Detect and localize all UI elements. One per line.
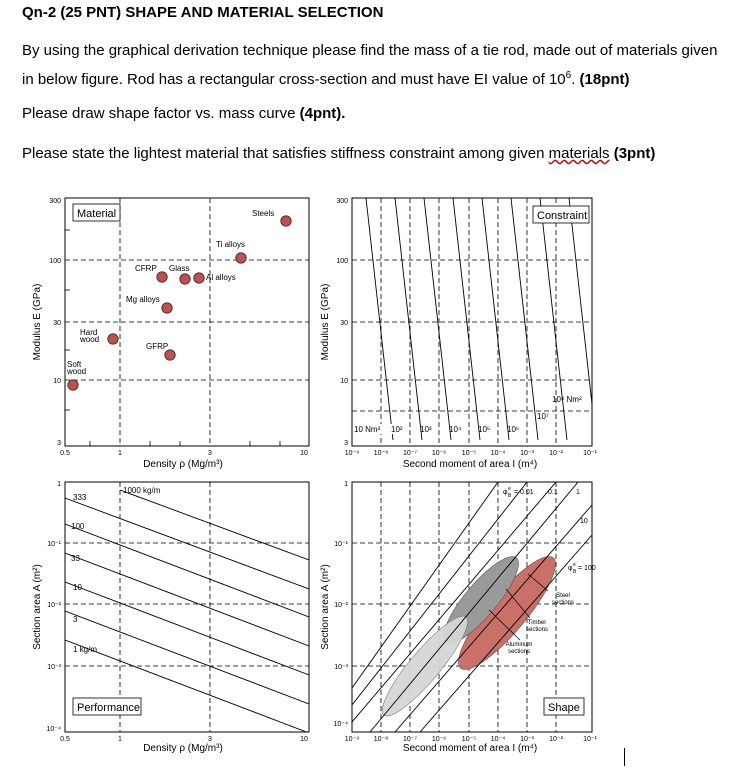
shape-ytick-1: 1 [344, 481, 348, 488]
ei-label-1e5: 10⁵ [478, 425, 491, 434]
marker-gfrp [165, 350, 175, 360]
question-title: Qn-2 (25 PNT) SHAPE AND MATERIAL SELECTION [22, 4, 384, 21]
phi-100: = 100 [578, 565, 596, 572]
marker-mg-alloys [162, 303, 172, 313]
performance-ylabel: Section area A (m²) [32, 564, 43, 650]
mass-label-33: 33 [71, 554, 80, 563]
marker-cfrp [157, 272, 167, 282]
label-hard: Hard [80, 328, 98, 337]
constraint-xlabel: Second moment of area I (m⁴) [402, 459, 538, 470]
shape-box-label: Shape [548, 702, 580, 714]
con-xtick-1e-4: 10⁻⁴ [490, 450, 506, 457]
performance-frame [65, 482, 309, 732]
label-soft-wood: wood [67, 367, 87, 376]
shape-ytick-1e-1: 10⁻¹ [334, 541, 348, 548]
material-yticks [49, 198, 61, 447]
con-xtick-1e-9: 10⁻⁹ [344, 450, 360, 457]
constraint-line-labels [353, 395, 582, 434]
shape-xtick-1e-1: 10⁻¹ [583, 736, 597, 743]
perf-xtick-1: 1 [118, 736, 122, 743]
constraint-ylabel: Modulus E (GPa) [320, 283, 331, 361]
performance-xticks [60, 736, 308, 743]
mass-label-3: 3 [73, 615, 78, 624]
marker-al-alloys [194, 273, 204, 283]
label-al-alloys: Al alloys [206, 273, 236, 282]
paragraph-3-materials: materials [548, 145, 610, 162]
shape-panel [320, 481, 598, 754]
paragraph-1-points: (18pnt) [579, 71, 630, 88]
phi-1: 1 [576, 489, 580, 496]
paragraph-2-text: Please draw shape factor vs. mass curve [22, 105, 300, 122]
con-ytick-300: 300 [336, 198, 348, 205]
text-cursor [624, 748, 625, 766]
aluminum-label-2: sections [507, 649, 531, 655]
paragraph-1-text: By using the graphical derivation technique please find the mass of a tie rod, made out of materials given in below figure. Rod has a rectangular cross-section and must have EI value of 10 [22, 42, 718, 88]
marker-glass [180, 274, 190, 284]
marker-soft-wood [68, 380, 78, 390]
constraint-gridlines [352, 198, 592, 446]
mat-xtick-1: 1 [118, 450, 122, 457]
con-xtick-1e-1: 10⁻¹ [583, 450, 597, 457]
mass-label-333: 333 [73, 493, 87, 502]
label-steels: Steels [252, 209, 275, 218]
mat-ytick-3: 3 [57, 440, 61, 447]
performance-panel [32, 481, 309, 754]
mass-label-1: 1 kg/m [73, 645, 98, 654]
label-soft: Soft [67, 360, 82, 369]
phi-symbol-2: φ [568, 565, 573, 572]
con-ytick-30: 30 [340, 320, 348, 327]
ei-label-1e7: 10⁷ [537, 412, 549, 421]
ei-label-1e4: 10⁴ [449, 425, 462, 434]
phi-0.1: 0.1 [548, 489, 558, 496]
shape-ytick-1e-4: 10⁻⁴ [333, 721, 348, 728]
material-ylabel: Modulus E (GPa) [32, 283, 43, 361]
performance-box-label: Performance [77, 702, 140, 714]
perf-ytick-1: 1 [57, 481, 61, 488]
shape-xtick-1e-9: 10⁻⁹ [344, 736, 360, 743]
performance-yticks [47, 481, 62, 733]
shape-ytick-1e-3: 10⁻³ [334, 664, 348, 671]
phi-sup-2: e [573, 562, 576, 568]
con-ytick-3: 3 [344, 440, 348, 447]
mat-xtick-3: 3 [208, 450, 212, 457]
paragraph-1-exponent: 6 [565, 70, 572, 81]
phi-10: 10 [580, 518, 588, 525]
perf-ytick-1e-1: 10⁻¹ [47, 541, 61, 548]
mat-ytick-10: 10 [53, 378, 61, 385]
con-xtick-1e-8: 10⁻⁸ [373, 450, 389, 457]
marker-hard-wood [108, 334, 118, 344]
con-xtick-1e-6: 10⁻⁶ [431, 450, 447, 457]
label-hard-wood: wood [80, 335, 100, 344]
material-markers [68, 216, 291, 390]
paragraph-3-text: Please state the lightest material that satisfies stiffness constraint among given [22, 145, 549, 162]
perf-xtick-10: 10 [300, 736, 308, 743]
phi-sub: B [508, 493, 512, 499]
mat-ytick-30: 30 [53, 320, 61, 327]
ei-label-1e3: 10³ [420, 425, 432, 434]
shape-xtick-1e-8: 10⁻⁸ [373, 736, 389, 743]
mass-label-1000: 1000 kg/m [123, 486, 161, 495]
material-xlabel: Density ρ (Mg/m³) [143, 459, 223, 470]
perf-ytick-1e-3: 10⁻³ [47, 664, 61, 671]
shape-xtick-1e-4: 10⁻⁴ [490, 736, 506, 743]
performance-line-labels [71, 486, 161, 654]
shape-xtick-1e-7: 10⁻⁷ [402, 736, 418, 743]
con-xtick-1e-5: 10⁻⁵ [461, 450, 477, 457]
ei-label-10: 10 Nm² [354, 425, 381, 434]
material-box-label: Material [77, 208, 117, 220]
material-xticks [60, 450, 308, 457]
mat-xtick-0.5: 0.5 [60, 450, 70, 457]
shape-xtick-1e-5: 10⁻⁵ [461, 736, 477, 743]
shape-xtick-1e-2: 10⁻² [549, 736, 563, 743]
shape-xtick-1e-3: 10⁻³ [520, 736, 534, 743]
steel-label-2: sections [551, 600, 575, 606]
shape-ytick-1e-2: 10⁻² [334, 602, 348, 609]
label-ti-alloys: Ti alloys [216, 240, 246, 249]
con-ytick-100: 100 [336, 258, 348, 265]
shape-ylabel: Section area A (m²) [320, 564, 331, 650]
mass-label-10: 10 [73, 583, 82, 592]
shape-xticks [345, 736, 598, 743]
constraint-panel [320, 198, 598, 470]
mat-ytick-300: 300 [49, 198, 61, 205]
label-glass: Glass [169, 264, 190, 273]
perf-ytick-1e-4: 10⁻⁴ [46, 726, 61, 733]
performance-mass-lines [65, 490, 309, 733]
mass-label-100: 100 [71, 522, 85, 531]
marker-steels [281, 216, 291, 226]
constraint-box-label: Constraint [537, 210, 588, 222]
constraint-yticks [336, 198, 348, 447]
material-gridlines [65, 198, 309, 446]
shape-xlabel: Second moment of area I (m⁴) [402, 743, 538, 754]
paragraph-3-points: (3pnt) [609, 145, 656, 162]
marker-ti-alloys [236, 253, 246, 263]
timber-label-1: Timber [527, 620, 547, 626]
perf-ytick-1e-2: 10⁻² [47, 602, 61, 609]
ei-label-1e8: 10⁸ Nm² [552, 395, 582, 404]
perf-xtick-3: 3 [208, 736, 212, 743]
shape-yticks [334, 481, 349, 728]
label-cfrp: CFRP [135, 264, 157, 273]
con-xtick-1e-2: 10⁻² [549, 450, 563, 457]
ei-label-1e6: 10⁶ [507, 425, 520, 434]
ei-label-1e2: 10² [391, 425, 403, 434]
phi-sup: e [508, 486, 511, 492]
constraint-xticks [345, 450, 598, 457]
material-panel [32, 198, 309, 470]
con-ytick-10: 10 [340, 378, 348, 385]
con-xtick-1e-3: 10⁻³ [520, 450, 534, 457]
phi-0.01: = 0.01 [514, 489, 534, 496]
shape-ellipses [372, 546, 567, 725]
con-xtick-1e-7: 10⁻⁷ [402, 450, 418, 457]
shape-xtick-1e-6: 10⁻⁶ [431, 736, 447, 743]
label-mg-alloys: Mg alloys [126, 295, 160, 304]
phi-sub-2: B [573, 569, 577, 575]
steel-label-1: Steel [556, 593, 570, 599]
perf-xtick-0.5: 0.5 [60, 736, 70, 743]
mat-xtick-10: 10 [300, 450, 308, 457]
paragraph-2-points: (4pnt). [299, 105, 346, 122]
aluminum-label-1: Aluminum [505, 642, 533, 648]
performance-gridlines [65, 482, 309, 732]
label-gfrp: GFRP [146, 342, 169, 351]
phi-symbol: φ [503, 489, 508, 496]
mat-ytick-100: 100 [49, 258, 61, 265]
timber-label-2: sections [525, 627, 549, 633]
performance-xlabel: Density ρ (Mg/m³) [143, 743, 223, 754]
paragraph-1-end: . [571, 71, 580, 88]
